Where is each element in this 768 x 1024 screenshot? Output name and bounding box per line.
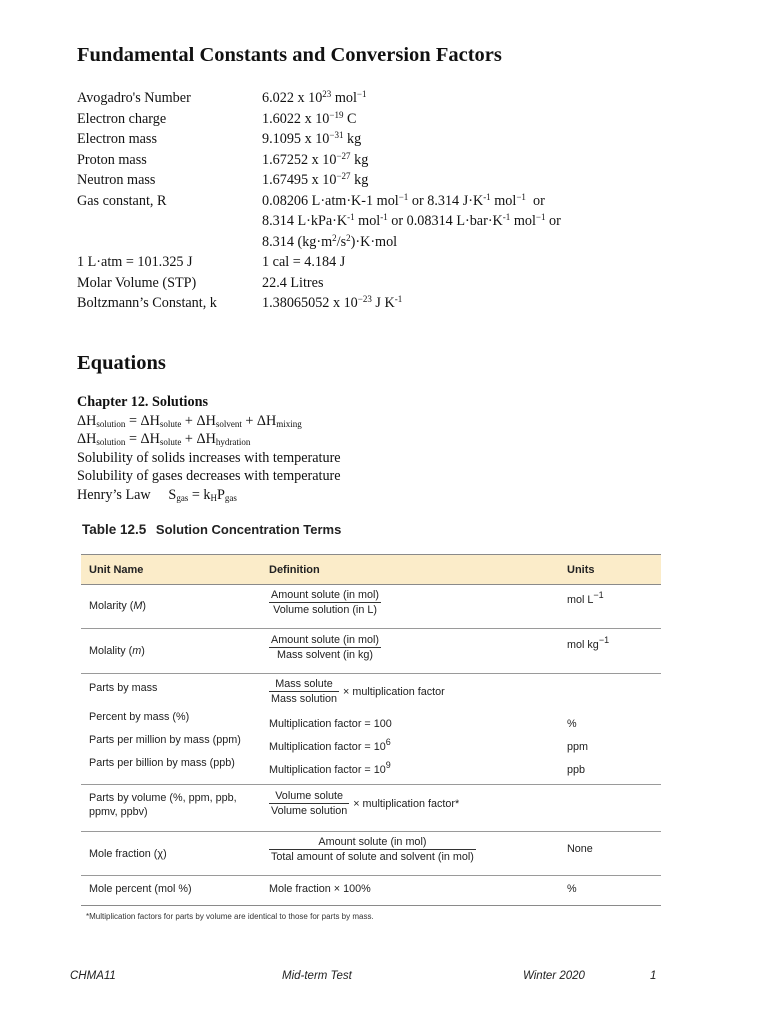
equation-line: $\Delta H_{solution} = \Delta H_{solute} + \Delta H_{hydration}$	[77, 431, 251, 448]
fraction-numerator: Mass solute	[269, 678, 339, 692]
sub-def-ppb: Multiplication factor = $10^9$	[269, 760, 391, 776]
constant-value: 8.314 $(kg\cdot m^2/s^2)\cdot K\cdot mol$	[262, 232, 398, 250]
constant-name	[77, 211, 262, 232]
header-unit-name: Unit Name	[89, 563, 144, 576]
constant-name: Avogadro's Number	[77, 90, 191, 106]
cell-definition	[269, 790, 459, 817]
constant-row	[77, 252, 717, 273]
constant-value: 1 cal = 4.184 J	[262, 254, 346, 270]
cell-definition	[269, 634, 381, 661]
table-header-row	[81, 554, 661, 585]
constant-name: Electron charge	[77, 110, 167, 127]
constant-name: Molar Volume (STP)	[77, 274, 197, 291]
cell-units: None	[567, 843, 593, 855]
constant-name: Electron mass	[77, 131, 157, 147]
sub-def-ppm: Multiplication factor = $10^6$	[269, 737, 391, 753]
cell-name: Molarity (M)	[89, 600, 146, 612]
fraction-denominator: Mass solvent (in kg)	[277, 649, 374, 661]
cell-definition	[269, 678, 445, 705]
fraction-numerator: Volume solute	[269, 790, 349, 804]
cell-definition: Mole fraction × 100%	[269, 883, 371, 895]
constant-value: 1.6022 x $10^{-19}$ C	[262, 109, 357, 127]
table-footnote: *Multiplication factors for parts by volume are identical to those for parts by mass.	[86, 912, 374, 921]
table-row-parts-by-volume	[81, 785, 661, 832]
cell-units: mol $L^{-1}$	[567, 590, 604, 606]
constant-row	[77, 109, 717, 130]
constant-name: Neutron mass	[77, 172, 156, 188]
constant-name: 1 L·atm = 101.325 J	[77, 254, 193, 270]
chapter-title: Chapter 12. Solutions	[77, 394, 208, 410]
table-caption	[82, 522, 341, 537]
cell-name: Parts by volume (%, ppm, ppb, ppmv, ppbv)	[89, 792, 237, 818]
table-row-mole-percent	[81, 876, 661, 906]
equation-lines	[77, 412, 717, 505]
constant-value: 6.022 x $10^{23}$ mol$^{-1}$	[262, 89, 367, 106]
constant-value: 1.67495 x $10^{-27}$ kg	[262, 171, 369, 188]
constant-name: Gas constant, R	[77, 192, 167, 209]
footer-course: CHMA11	[70, 970, 116, 982]
header-definition: Definition	[269, 563, 320, 576]
fraction-numerator: Amount solute (in mol)	[271, 634, 380, 646]
fraction-numerator: Amount solute (in mol)	[269, 836, 476, 850]
cell-name: Parts by mass	[89, 682, 158, 694]
fraction-denominator: Total amount of solute and solvent (in mol)	[271, 851, 474, 863]
constant-value: 22.4 Litres	[262, 274, 324, 291]
constant-row	[77, 129, 717, 150]
constant-row	[77, 88, 717, 109]
cell-name: Molality (m)	[89, 645, 145, 657]
equation-line: Henry’s Law $S_{gas} = k_HP_{gas}$	[77, 486, 237, 503]
concentration-table	[81, 554, 661, 906]
sub-units-ppm: ppm	[567, 741, 589, 753]
constant-value: 0.08206 L·atm·K-1 mol$^{-1}$ or 8.314 $J\cdot K^{-1}$ mol$^{-1}$ or	[262, 191, 545, 209]
fraction-numerator: Amount solute (in mol)	[271, 589, 380, 601]
constant-row	[77, 170, 717, 191]
constant-row	[77, 293, 717, 314]
table-row-parts-by-mass	[81, 674, 661, 785]
sub-units-ppb: ppb	[567, 764, 586, 776]
equation-line: Solubility of solids increases with temperature	[77, 449, 341, 466]
cell-definition	[269, 589, 381, 616]
cell-units: mol $kg^{-1}$	[567, 635, 610, 651]
equation-line: $\Delta H_{solution} = \Delta H_{solute} + \Delta H_{solvent} + \Delta H_{mixing}$	[77, 412, 302, 429]
multiplication-suffix: × multiplication factor	[343, 685, 445, 698]
fraction-denominator: Volume solution	[271, 805, 348, 817]
table-row-mole-fraction	[81, 832, 661, 876]
constant-row	[77, 150, 717, 171]
constants-heading: Fundamental Constants and Conversion Factors	[77, 44, 502, 66]
constants-list	[77, 88, 717, 314]
fraction	[269, 589, 381, 616]
equations-block	[77, 393, 717, 505]
table-number: Table 12.5	[82, 522, 147, 537]
constant-name: Proton mass	[77, 151, 147, 168]
constant-row	[77, 211, 717, 232]
fraction	[269, 634, 381, 661]
constant-value: 9.1095 x $10^{-31}$ kg	[262, 130, 362, 147]
constant-row	[77, 273, 717, 294]
sub-def-percent: Multiplication factor = 100	[269, 718, 392, 730]
sub-name-ppb: Parts per billion by mass (ppb)	[89, 757, 235, 769]
sub-units-percent: %	[567, 718, 577, 730]
constant-row	[77, 232, 717, 253]
header-units: Units	[567, 563, 595, 576]
sub-name-ppm: Parts per million by mass (ppm)	[89, 734, 241, 746]
fraction-denominator: Volume solution (in L)	[273, 604, 377, 616]
footer-page-number: 1	[650, 970, 657, 982]
equations-heading: Equations	[77, 352, 166, 374]
constant-name: Boltzmann’s Constant, k	[77, 295, 217, 311]
multiplication-suffix: × multiplication factor*	[353, 797, 460, 810]
fraction-denominator: Mass solution	[271, 693, 338, 705]
table-row-molality	[81, 629, 661, 674]
sub-name-percent: Percent by mass (%)	[89, 711, 190, 723]
table-row-molarity	[81, 585, 661, 629]
table-title: Solution Concentration Terms	[155, 522, 342, 537]
constant-value: 8.314 $L\cdot kPa\cdot K^{-1}$ mol$^{-1}$ or 0.08314 $L\cdot bar\cdot K^{-1}$ mol$^{-1}$ or	[262, 212, 561, 229]
cell-definition	[269, 836, 476, 863]
equation-line: Solubility of gases decreases with temperature	[77, 468, 341, 485]
constant-value: 1.67252 x $10^{-27}$ kg	[262, 150, 369, 168]
cell-units: %	[567, 883, 577, 895]
footer-term: Winter 2020	[523, 970, 585, 982]
constant-value: 1.38065052 x $10^{-23}$ J $K^{-1}$	[262, 294, 403, 311]
cell-name: Mole fraction (χ)	[89, 848, 167, 860]
fraction	[269, 790, 349, 817]
footer-test: Mid-term Test	[282, 970, 352, 982]
fraction	[269, 678, 339, 705]
constant-row	[77, 191, 717, 212]
cell-name: Mole percent (mol %)	[89, 883, 192, 895]
constant-name	[77, 232, 262, 253]
fraction	[269, 836, 476, 863]
